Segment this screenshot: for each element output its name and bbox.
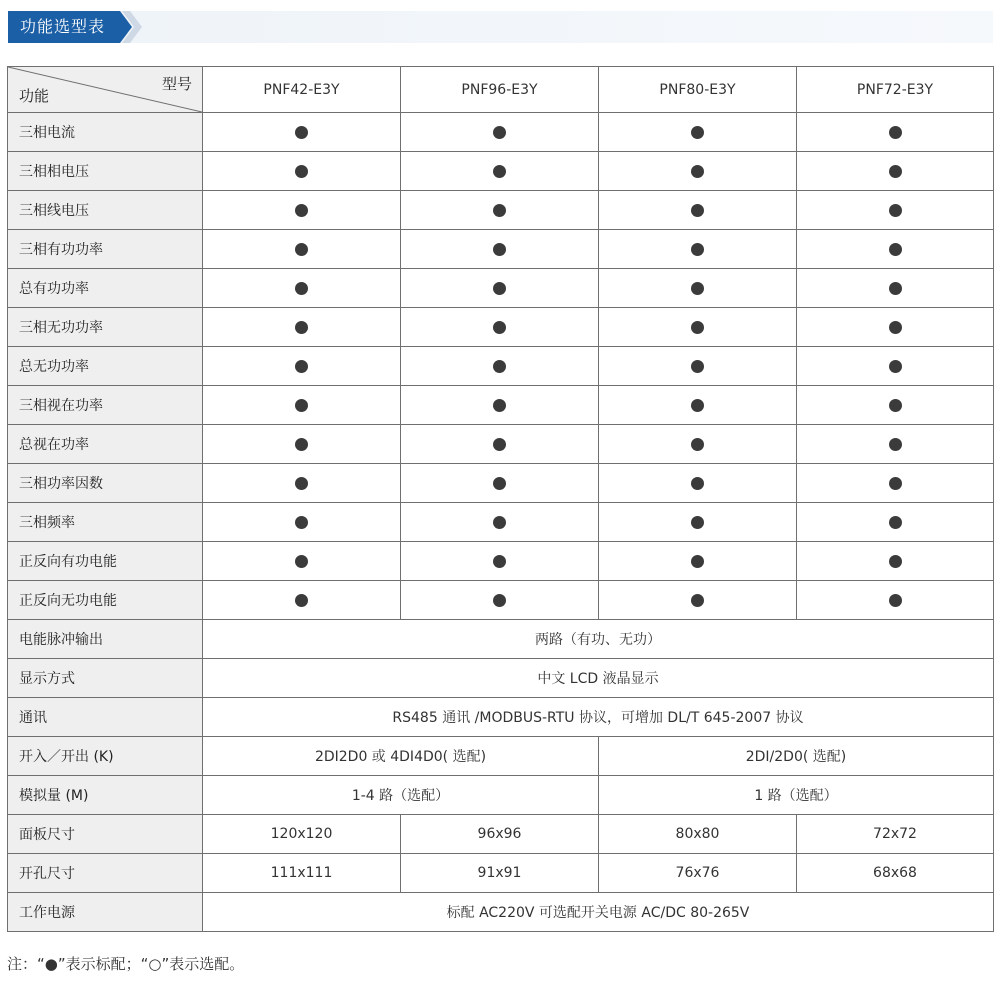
standard-dot-icon (889, 555, 902, 568)
function-value: 2DI2D0 或 4DI4D0( 选配) (203, 737, 599, 776)
standard-dot-icon (889, 438, 902, 451)
function-value: 120x120 (203, 815, 401, 854)
standard-cell (203, 542, 401, 581)
function-value: 80x80 (599, 815, 797, 854)
model-header: PNF42-E3Y (203, 67, 401, 113)
function-value: 111x111 (203, 854, 401, 893)
function-label: 显示方式 (8, 659, 203, 698)
standard-cell (599, 113, 797, 152)
table-row (8, 503, 994, 542)
standard-cell (599, 152, 797, 191)
function-label: 三相有功功率 (8, 230, 203, 269)
table-row (8, 191, 994, 230)
standard-cell (797, 386, 994, 425)
function-value: 1 路（选配） (599, 776, 994, 815)
standard-cell (401, 152, 599, 191)
standard-dot-icon (295, 126, 308, 139)
standard-cell (203, 386, 401, 425)
standard-dot-icon (889, 204, 902, 217)
standard-dot-icon (889, 282, 902, 295)
standard-dot-icon (889, 243, 902, 256)
standard-dot-icon (691, 126, 704, 139)
standard-cell (599, 308, 797, 347)
table-row (8, 854, 994, 893)
function-value: 76x76 (599, 854, 797, 893)
standard-dot-icon (493, 477, 506, 490)
function-value: 中文 LCD 液晶显示 (203, 659, 994, 698)
table-row (8, 737, 994, 776)
corner-cell (8, 67, 203, 113)
standard-cell (599, 542, 797, 581)
standard-dot-icon (691, 516, 704, 529)
function-value: 96x96 (401, 815, 599, 854)
standard-dot-icon (889, 126, 902, 139)
standard-cell (401, 581, 599, 620)
standard-dot-icon (691, 204, 704, 217)
function-label: 三相线电压 (8, 191, 203, 230)
standard-cell (401, 464, 599, 503)
function-value: 68x68 (797, 854, 994, 893)
standard-dot-icon (493, 516, 506, 529)
standard-cell (797, 503, 994, 542)
function-label: 三相电流 (8, 113, 203, 152)
standard-dot-icon (691, 399, 704, 412)
standard-dot-icon (295, 243, 308, 256)
standard-dot-icon (295, 477, 308, 490)
standard-cell (599, 464, 797, 503)
function-label: 面板尺寸 (8, 815, 203, 854)
function-label: 开入／开出 (K) (8, 737, 203, 776)
table-row (8, 581, 994, 620)
standard-cell (203, 425, 401, 464)
header-row (8, 67, 994, 113)
section-title: 功能选型表 (20, 17, 106, 36)
standard-dot-icon (493, 594, 506, 607)
standard-cell (203, 308, 401, 347)
function-label: 总无功功率 (8, 347, 203, 386)
function-label: 模拟量 (M) (8, 776, 203, 815)
standard-dot-icon (493, 165, 506, 178)
standard-cell (599, 503, 797, 542)
function-label: 通讯 (8, 698, 203, 737)
standard-cell (401, 425, 599, 464)
standard-cell (599, 347, 797, 386)
function-label: 开孔尺寸 (8, 854, 203, 893)
function-selection-table (7, 66, 994, 932)
table-row (8, 776, 994, 815)
standard-cell (203, 113, 401, 152)
table-row (8, 659, 994, 698)
standard-dot-icon (295, 594, 308, 607)
function-label: 正反向有功电能 (8, 542, 203, 581)
standard-cell (599, 230, 797, 269)
standard-cell (401, 386, 599, 425)
standard-cell (797, 425, 994, 464)
standard-cell (797, 542, 994, 581)
standard-dot-icon (889, 360, 902, 373)
function-value: 2DI/2D0( 选配) (599, 737, 994, 776)
standard-dot-icon (493, 282, 506, 295)
standard-dot-icon (295, 555, 308, 568)
table-row (8, 269, 994, 308)
table-row (8, 308, 994, 347)
standard-dot-icon (493, 438, 506, 451)
standard-cell (797, 113, 994, 152)
function-label: 三相视在功率 (8, 386, 203, 425)
table-row (8, 893, 994, 932)
standard-dot-icon (295, 204, 308, 217)
standard-cell (401, 269, 599, 308)
standard-cell (599, 191, 797, 230)
standard-cell (401, 542, 599, 581)
table-row (8, 698, 994, 737)
standard-dot-icon (295, 360, 308, 373)
standard-cell (203, 269, 401, 308)
standard-dot-icon (493, 321, 506, 334)
standard-cell (203, 347, 401, 386)
standard-cell (797, 581, 994, 620)
standard-cell (401, 191, 599, 230)
standard-cell (401, 230, 599, 269)
corner-function-label: 功能 (19, 87, 50, 105)
standard-dot-icon (493, 399, 506, 412)
function-value: RS485 通讯 /MODBUS-RTU 协议，可增加 DL/T 645-2007 协议 (203, 698, 994, 737)
function-label: 总视在功率 (8, 425, 203, 464)
standard-dot-icon (691, 243, 704, 256)
standard-cell (203, 464, 401, 503)
table-row (8, 386, 994, 425)
standard-cell (797, 308, 994, 347)
standard-dot-icon (691, 594, 704, 607)
standard-cell (401, 113, 599, 152)
function-label: 三相相电压 (8, 152, 203, 191)
standard-cell (599, 425, 797, 464)
function-label: 三相功率因数 (8, 464, 203, 503)
table-row (8, 542, 994, 581)
standard-dot-icon (691, 360, 704, 373)
footnote: 注：“●”表示标配；“○”表示选配。 (7, 955, 245, 973)
standard-cell (797, 269, 994, 308)
standard-dot-icon (889, 594, 902, 607)
function-value: 72x72 (797, 815, 994, 854)
standard-cell (401, 308, 599, 347)
standard-cell (203, 503, 401, 542)
standard-cell (401, 347, 599, 386)
standard-cell (797, 152, 994, 191)
standard-cell (797, 230, 994, 269)
standard-dot-icon (691, 438, 704, 451)
standard-cell (203, 581, 401, 620)
standard-dot-icon (691, 165, 704, 178)
function-value: 91x91 (401, 854, 599, 893)
function-label: 电能脉冲输出 (8, 620, 203, 659)
standard-dot-icon (889, 399, 902, 412)
standard-cell (599, 581, 797, 620)
model-header: PNF96-E3Y (401, 67, 599, 113)
function-label: 总有功功率 (8, 269, 203, 308)
standard-dot-icon (295, 165, 308, 178)
standard-dot-icon (295, 516, 308, 529)
standard-cell (797, 464, 994, 503)
standard-dot-icon (493, 126, 506, 139)
function-label: 三相无功功率 (8, 308, 203, 347)
standard-cell (797, 191, 994, 230)
standard-cell (401, 503, 599, 542)
table-row (8, 347, 994, 386)
standard-dot-icon (295, 438, 308, 451)
standard-cell (203, 152, 401, 191)
standard-cell (203, 191, 401, 230)
function-value: 标配 AC220V 可选配开关电源 AC/DC 80-265V (203, 893, 994, 932)
table-row (8, 620, 994, 659)
table-row (8, 425, 994, 464)
corner-model-label: 型号 (161, 75, 192, 93)
table-row (8, 152, 994, 191)
standard-cell (203, 230, 401, 269)
standard-dot-icon (691, 555, 704, 568)
function-label: 工作电源 (8, 893, 203, 932)
standard-dot-icon (691, 282, 704, 295)
table-row (8, 815, 994, 854)
standard-dot-icon (493, 204, 506, 217)
function-label: 三相频率 (8, 503, 203, 542)
standard-dot-icon (493, 555, 506, 568)
standard-dot-icon (493, 360, 506, 373)
table-row (8, 464, 994, 503)
function-label: 正反向无功电能 (8, 581, 203, 620)
function-value: 1-4 路（选配） (203, 776, 599, 815)
standard-cell (599, 386, 797, 425)
standard-dot-icon (889, 516, 902, 529)
standard-dot-icon (295, 321, 308, 334)
standard-dot-icon (295, 399, 308, 412)
standard-dot-icon (889, 321, 902, 334)
standard-dot-icon (691, 321, 704, 334)
standard-cell (797, 347, 994, 386)
table-row (8, 230, 994, 269)
model-header: PNF72-E3Y (797, 67, 994, 113)
model-header: PNF80-E3Y (599, 67, 797, 113)
standard-dot-icon (295, 282, 308, 295)
standard-dot-icon (889, 165, 902, 178)
standard-dot-icon (493, 243, 506, 256)
section-header (8, 11, 993, 43)
standard-dot-icon (889, 477, 902, 490)
standard-dot-icon (691, 477, 704, 490)
table-row (8, 113, 994, 152)
standard-cell (599, 269, 797, 308)
function-value: 两路（有功、无功） (203, 620, 994, 659)
